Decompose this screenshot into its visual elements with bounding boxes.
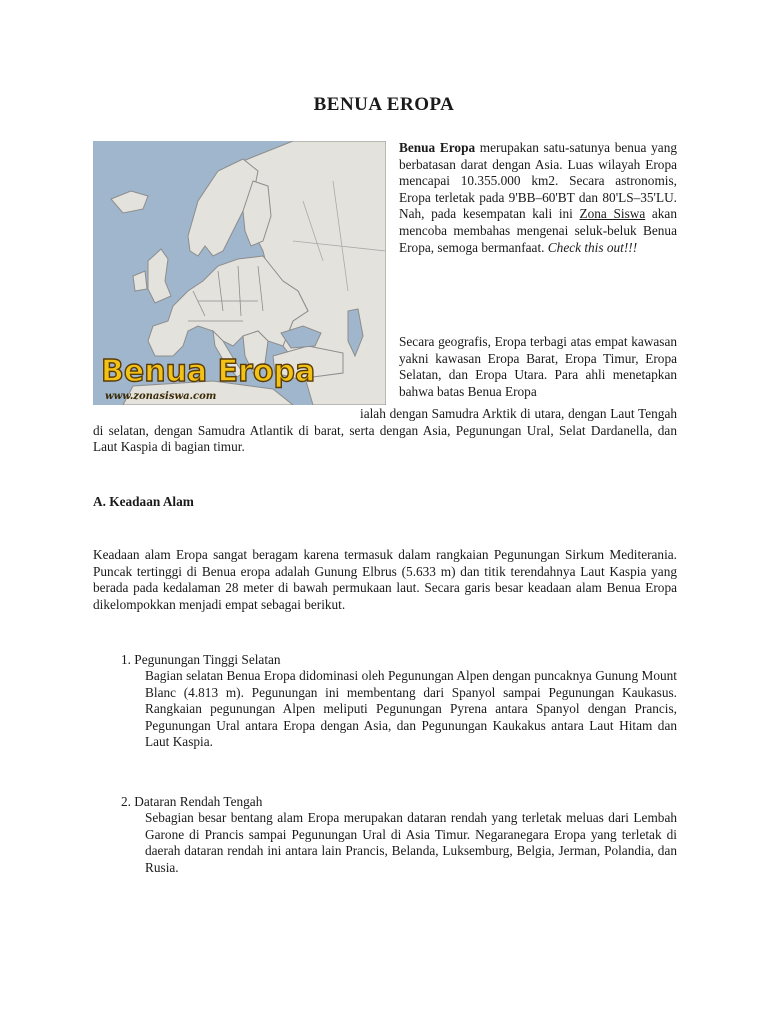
map-caption: Benua Eropa: [101, 354, 316, 389]
intro-italic: Check this out!!!: [547, 239, 638, 255]
europe-map-graphic: [93, 141, 386, 405]
list-item-1-body: Bagian selatan Benua Eropa didominasi oleh Pegunungan Alpen dengan puncaknya Gunung Mount Blanc (4.813 m). Pegunungan ini membentang dari Spanyol sampai Pegunungan Kaukasus. Rangkaian pegunungan Alpen meliputi Pegunungan Pyrena antara Spanyol dengan Prancis, Pegunungan Ural antara Eropa dengan Asia, dan Pegunungan Kaukakus antara Laut Hitam dan Laut Kaspia.: [145, 668, 677, 750]
geo-paragraph-part2: ialah dengan Samudra Arktik di utara, dengan Laut Tengah di selatan, dengan Samudra Atlantik di barat, serta dengan Asia, Pegunungan Ural, Selat Dardanella, dan Laut Kaspia di bagian timur.: [93, 406, 677, 455]
list-item-2-title: 2. Dataran Rendah Tengah: [121, 794, 263, 809]
document-title: BENUA EROPA: [313, 94, 455, 115]
section-a-heading: A. Keadaan Alam: [93, 494, 194, 509]
map-url-text: www.zonasiswa.com: [105, 391, 217, 402]
europe-map-image: [93, 141, 386, 405]
intro-bold-term: Benua Eropa: [399, 140, 476, 155]
geo-paragraph-part1: Secara geografis, Eropa terbagi atas empat kawasan yakni kawasan Eropa Barat, Eropa Timur, Eropa Selatan, dan Eropa Utara. Para ahli menetapkan bahwa batas Benua Eropa: [399, 334, 677, 399]
intro-text-2: akan mencoba membahas mengenai seluk-beluk Benua Eropa, semoga bermanfaat.: [399, 206, 677, 255]
intro-text-1: merupakan satu-satunya benua yang berbatasan darat dengan Asia. Luas wilayah Eropa mencapai 10.355.000 km2. Secara astronomis, Eropa terletak pada 9'BB–60'BT dan 80'LS–35'LU. Nah, pada kesempatan kali ini: [399, 140, 677, 222]
section-a-paragraph: Keadaan alam Eropa sangat beragam karena termasuk dalam rangkaian Pegunungan Sirkum Mediterania. Puncak tertinggi di Benua eropa adalah Gunung Elbrus (5.633 m) dan titik terendahnya Laut Kaspia yang berada pada kedalaman 28 meter di bawah permukaan laut. Secara garis besar keadaan alam Benua Eropa dikelompokkan menjadi empat sebagai berikut.: [93, 547, 677, 612]
zona-siswa-link[interactable]: Zona Siswa: [579, 206, 646, 222]
list-item-2-body: Sebagian besar bentang alam Eropa merupakan dataran rendah yang terletak meluas dari Lembah Garone di Prancis sampai Pegunungan Ural di Asia Timur. Negaranegara Eropa yang terletak di daerah dataran rendah ini antara lain Prancis, Belanda, Luksemburg, Belgia, Jerman, Polandia, dan Rusia.: [145, 810, 677, 875]
intro-paragraph: [399, 140, 677, 256]
list-item-1-title: 1. Pegunungan Tinggi Selatan: [121, 652, 281, 667]
